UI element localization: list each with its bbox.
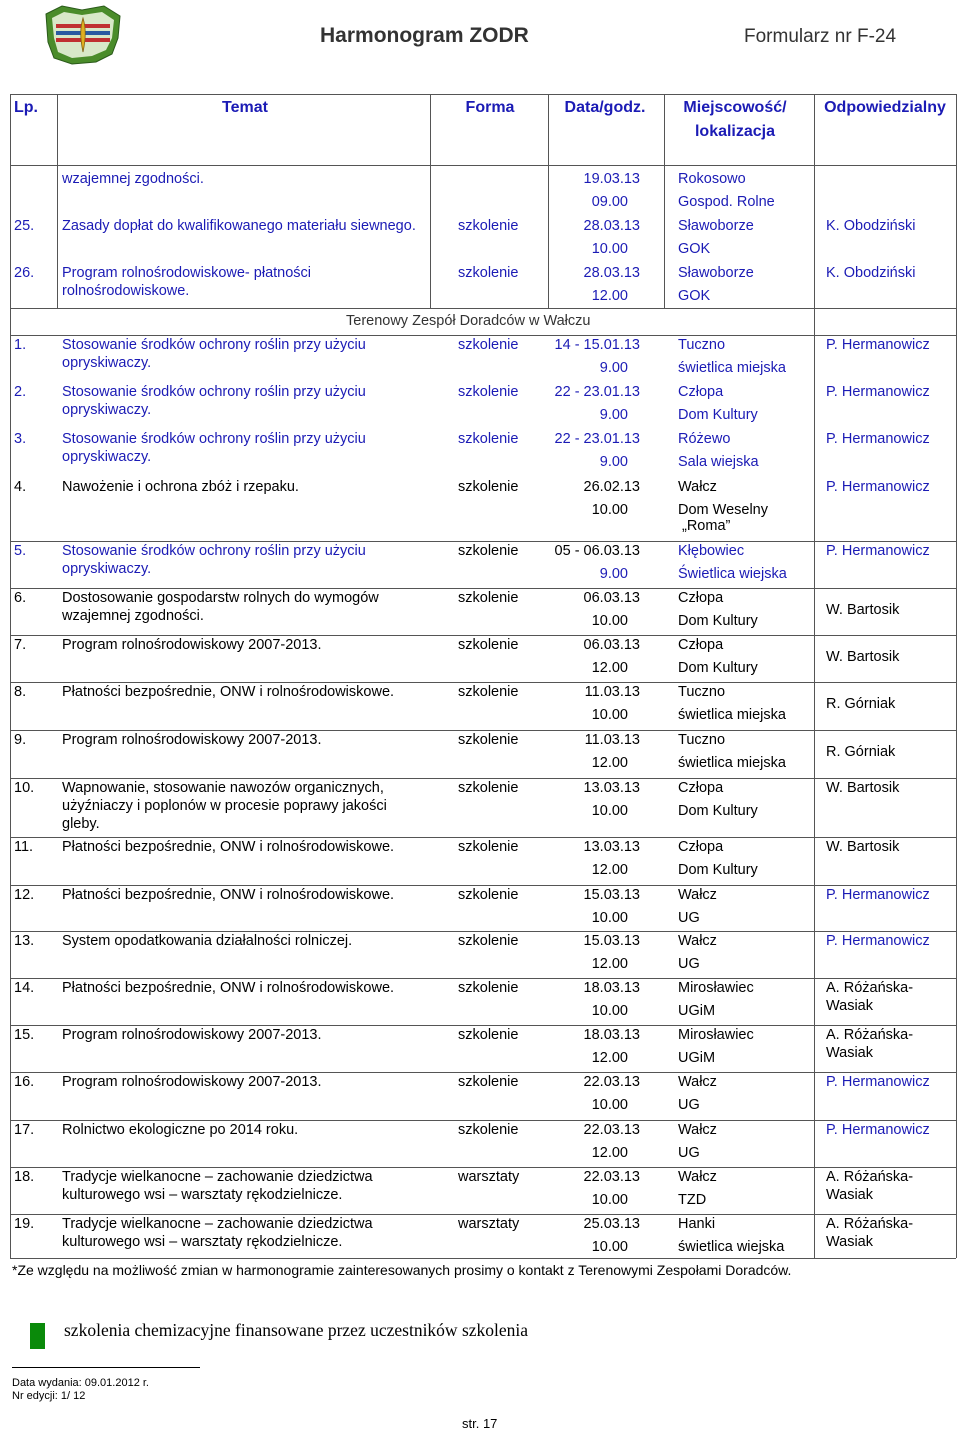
- row-topic: Stosowanie środków ochrony roślin przy użyciu opryskiwaczy.: [62, 384, 366, 418]
- row-number: 3.: [14, 431, 27, 447]
- row-date: 22.03.13: [583, 1169, 640, 1185]
- row-venue: Dom Weselny: [678, 502, 768, 518]
- row-venue: Dom Kultury: [678, 660, 758, 676]
- row-venue: GOK: [678, 241, 711, 257]
- row-topic: Stosowanie środków ochrony roślin przy użyciu opryskiwaczy.: [62, 431, 366, 465]
- row-location: Wałcz: [678, 933, 717, 949]
- row-date: 05 - 06.03.13: [554, 543, 640, 559]
- row-topic: Program rolnośrodowiskowy 2007-2013.: [62, 732, 322, 748]
- row-form: szkolenie: [458, 780, 519, 796]
- table-rule: [430, 94, 431, 166]
- row-number: 2.: [14, 384, 27, 400]
- row-date: 06.03.13: [583, 590, 640, 606]
- row-venue: Dom Kultury: [678, 862, 758, 878]
- row-responsible: P. Hermanowicz: [826, 933, 930, 949]
- odr-logo: [42, 4, 124, 66]
- row-location: Różewo: [678, 431, 731, 447]
- row-form: szkolenie: [458, 479, 519, 495]
- row-venue: Dom Kultury: [678, 407, 758, 423]
- row-form: szkolenie: [458, 337, 519, 353]
- row-venue-name: „Roma”: [682, 518, 731, 534]
- row-form: szkolenie: [458, 265, 519, 281]
- row-time: 9.00: [599, 407, 628, 423]
- row-responsible: W. Bartosik: [826, 602, 900, 618]
- row-date: 25.03.13: [583, 1216, 640, 1232]
- row-date: 28.03.13: [583, 218, 640, 234]
- column-header-data: Data/godz.: [564, 99, 646, 116]
- row-location: Wałcz: [678, 1074, 717, 1090]
- row-topic: Tradycje wielkanocne – zachowanie dziedzictwa kulturowego wsi – warsztaty rękodzielnicze.: [62, 1169, 373, 1203]
- row-location: Człopa: [678, 590, 724, 606]
- row-form: szkolenie: [458, 543, 519, 559]
- row-date: 22.03.13: [583, 1122, 640, 1138]
- row-venue: UG: [678, 956, 700, 972]
- row-form: szkolenie: [458, 1122, 519, 1138]
- row-responsible: A. Różańska-Wasiak: [826, 980, 914, 1014]
- row-topic: Płatności bezpośrednie, ONW i rolnośrodowiskowe.: [62, 887, 395, 903]
- row-number: 13.: [14, 933, 35, 949]
- row-location: Człopa: [678, 780, 724, 796]
- row-location: Kłębowiec: [678, 543, 745, 559]
- column-header-miejscowosc: Miejscowość/ lokalizacja: [683, 99, 787, 140]
- row-location: Tuczno: [678, 732, 726, 748]
- row-responsible: P. Hermanowicz: [826, 543, 930, 559]
- row-venue: UG: [678, 1145, 700, 1161]
- row-topic: Rolnictwo ekologiczne po 2014 roku.: [62, 1122, 299, 1138]
- document-title: Harmonogram ZODR: [320, 24, 529, 47]
- row-topic: System opodatkowania działalności rolniczej.: [62, 933, 353, 949]
- row-venue: TZD: [678, 1192, 707, 1208]
- row-topic: Płatności bezpośrednie, ONW i rolnośrodowiskowe.: [62, 839, 395, 855]
- row-topic: Płatności bezpośrednie, ONW i rolnośrodowiskowe.: [62, 980, 395, 996]
- row-venue: świetlica miejska: [678, 360, 786, 376]
- row-responsible: P. Hermanowicz: [826, 337, 930, 353]
- row-date: 28.03.13: [583, 265, 640, 281]
- row-date: 22 - 23.01.13: [554, 431, 640, 447]
- row-time: 12.00: [591, 956, 628, 972]
- row-number: 7.: [14, 637, 27, 653]
- row-number: 16.: [14, 1074, 35, 1090]
- row-responsible: K. Obodziński: [826, 218, 916, 234]
- row-venue: UG: [678, 910, 700, 926]
- row-venue: UG: [678, 1097, 700, 1113]
- row-responsible: R. Górniak: [826, 744, 896, 760]
- row-time: 10.00: [591, 910, 628, 926]
- row-date: 18.03.13: [583, 1027, 640, 1043]
- row-date: 13.03.13: [583, 839, 640, 855]
- row-form: szkolenie: [458, 590, 519, 606]
- row-location: Rokosowo: [678, 171, 746, 187]
- row-responsible: P. Hermanowicz: [826, 887, 930, 903]
- table-rule: [664, 94, 665, 166]
- row-time: 12.00: [591, 288, 628, 304]
- row-location: Sławoborze: [678, 218, 754, 234]
- row-form: szkolenie: [458, 384, 519, 400]
- row-form: szkolenie: [458, 887, 519, 903]
- row-date: 11.03.13: [584, 684, 640, 700]
- row-location: Wałcz: [678, 479, 717, 495]
- table-rule: [548, 94, 549, 166]
- table-rule: [956, 94, 957, 1258]
- row-date: 22.03.13: [583, 1074, 640, 1090]
- row-time: 10.00: [591, 613, 628, 629]
- row-location: Sławoborze: [678, 265, 754, 281]
- row-date: 18.03.13: [583, 980, 640, 996]
- row-topic: Stosowanie środków ochrony roślin przy użyciu opryskiwaczy.: [62, 543, 366, 577]
- row-number: 10.: [14, 780, 35, 796]
- edition-number: Nr edycji: 1/ 12: [12, 1390, 86, 1402]
- row-responsible: P. Hermanowicz: [826, 479, 930, 495]
- table-rule: [10, 1258, 956, 1259]
- row-time: 09.00: [591, 194, 628, 210]
- legend-swatch: [30, 1323, 45, 1349]
- row-location: Człopa: [678, 839, 724, 855]
- row-location: Tuczno: [678, 337, 726, 353]
- row-responsible: W. Bartosik: [826, 839, 900, 855]
- row-location: Tuczno: [678, 684, 726, 700]
- table-rule: [57, 94, 58, 166]
- table-rule: [814, 94, 815, 166]
- row-time: 12.00: [591, 862, 628, 878]
- row-location: Wałcz: [678, 1169, 717, 1185]
- row-number: 8.: [14, 684, 27, 700]
- row-location: Hanki: [678, 1216, 716, 1232]
- row-date: 26.02.13: [583, 479, 640, 495]
- row-form: szkolenie: [458, 839, 519, 855]
- row-location: Człopa: [678, 637, 724, 653]
- row-topic: Nawożenie i ochrona zbóż i rzepaku.: [62, 479, 299, 495]
- column-header-forma: Forma: [465, 99, 515, 116]
- row-location: Mirosławiec: [678, 1027, 754, 1043]
- table-rule: [10, 94, 11, 1258]
- row-topic: Program rolnośrodowiskowy 2007-2013.: [62, 637, 322, 653]
- row-form: szkolenie: [458, 684, 519, 700]
- row-location: Wałcz: [678, 887, 717, 903]
- row-venue: UGiM: [678, 1003, 716, 1019]
- row-number: 11.: [14, 839, 34, 855]
- row-topic: Dostosowanie gospodarstw rolnych do wymogów wzajemnej zgodności.: [62, 590, 379, 624]
- table-rule: [814, 165, 815, 308]
- footer-divider: [12, 1367, 200, 1368]
- table-rule: [10, 308, 956, 309]
- row-venue: świetlica miejska: [678, 707, 786, 723]
- footnote: *Ze względu na możliwość zmian w harmonogramie zainteresowanych prosimy o kontakt z Terenowymi Zespołami Doradców.: [12, 1262, 792, 1278]
- row-date: 14 - 15.01.13: [554, 337, 640, 353]
- row-venue: UGiM: [678, 1050, 716, 1066]
- row-time: 10.00: [591, 803, 628, 819]
- row-date: 13.03.13: [583, 780, 640, 796]
- row-time: 10.00: [591, 1239, 628, 1255]
- table-rule: [430, 165, 431, 308]
- row-venue: Sala wiejska: [678, 454, 759, 470]
- column-header-lp: Lp.: [14, 99, 38, 116]
- row-number: 5.: [14, 543, 27, 559]
- row-responsible: K. Obodziński: [826, 265, 916, 281]
- row-date: 11.03.13: [584, 732, 640, 748]
- row-venue: Dom Kultury: [678, 803, 758, 819]
- legend-text: szkolenia chemizacyjne finansowane przez uczestników szkolenia: [64, 1320, 529, 1340]
- row-topic: Program rolnośrodowiskowy 2007-2013.: [62, 1074, 322, 1090]
- row-venue: świetlica miejska: [678, 755, 786, 771]
- row-venue: świetlica wiejska: [678, 1239, 785, 1255]
- row-form: szkolenie: [458, 980, 519, 996]
- row-location: Mirosławiec: [678, 980, 754, 996]
- table-rule: [57, 165, 58, 308]
- row-form: szkolenie: [458, 732, 519, 748]
- row-form: szkolenie: [458, 637, 519, 653]
- row-venue: GOK: [678, 288, 711, 304]
- row-number: 17.: [14, 1122, 35, 1138]
- row-time: 9.00: [599, 566, 628, 582]
- row-time: 12.00: [591, 1145, 628, 1161]
- row-responsible: A. Różańska-Wasiak: [826, 1169, 914, 1203]
- row-topic: Tradycje wielkanocne – zachowanie dziedzictwa kulturowego wsi – warsztaty rękodzielnicze.: [62, 1216, 373, 1250]
- row-venue: Dom Kultury: [678, 613, 758, 629]
- row-number: 26.: [14, 265, 35, 281]
- row-number: 9.: [14, 732, 27, 748]
- row-date: 15.03.13: [583, 933, 640, 949]
- row-time: 10.00: [591, 1003, 628, 1019]
- row-topic: Stosowanie środków ochrony roślin przy użyciu opryskiwaczy.: [62, 337, 366, 371]
- row-time: 9.00: [599, 454, 628, 470]
- page-number: str. 17: [462, 1416, 498, 1431]
- row-number: 25.: [14, 218, 35, 234]
- row-time: 9.00: [599, 360, 628, 376]
- row-form: warsztaty: [458, 1216, 520, 1232]
- row-responsible: W. Bartosik: [826, 780, 900, 796]
- row-time: 10.00: [591, 502, 628, 518]
- row-number: 12.: [14, 887, 35, 903]
- row-time: 12.00: [591, 1050, 628, 1066]
- row-number: 14.: [14, 980, 35, 996]
- row-form: szkolenie: [458, 431, 519, 447]
- row-topic: Wapnowanie, stosowanie nawozów organicznych, użyźniaczy i poplonów w procesie poprawy jakości gleby.: [62, 780, 387, 832]
- row-form: warsztaty: [458, 1169, 520, 1185]
- row-venue: Świetlica wiejska: [678, 566, 787, 582]
- row-number: 15.: [14, 1027, 35, 1043]
- row-responsible: A. Różańska-Wasiak: [826, 1027, 914, 1061]
- column-header-odpowiedzialny: Odpowiedzialny: [824, 99, 946, 116]
- row-form: szkolenie: [458, 933, 519, 949]
- row-number: 19.: [14, 1216, 35, 1232]
- row-time: 10.00: [591, 707, 628, 723]
- row-date: 06.03.13: [583, 637, 640, 653]
- table-rule: [664, 165, 665, 308]
- row-date: 19.03.13: [583, 171, 640, 187]
- row-date: 22 - 23.01.13: [554, 384, 640, 400]
- row-topic: wzajemnej zgodności.: [62, 171, 204, 187]
- row-responsible: W. Bartosik: [826, 649, 900, 665]
- row-form: szkolenie: [458, 1074, 519, 1090]
- row-responsible: A. Różańska-Wasiak: [826, 1216, 914, 1250]
- column-header-temat: Temat: [222, 99, 268, 116]
- row-time: 12.00: [591, 660, 628, 676]
- issue-date: Data wydania: 09.01.2012 r.: [12, 1377, 149, 1389]
- row-time: 10.00: [591, 1192, 628, 1208]
- row-location: Człopa: [678, 384, 724, 400]
- row-date: 15.03.13: [583, 887, 640, 903]
- row-topic: Zasady dopłat do kwalifikowanego materiału siewnego.: [62, 218, 416, 234]
- row-form: szkolenie: [458, 218, 519, 234]
- row-responsible: P. Hermanowicz: [826, 1122, 930, 1138]
- row-topic: Płatności bezpośrednie, ONW i rolnośrodowiskowe.: [62, 684, 395, 700]
- row-number: 1.: [14, 337, 27, 353]
- row-number: 18.: [14, 1169, 35, 1185]
- row-location: Wałcz: [678, 1122, 717, 1138]
- row-responsible: P. Hermanowicz: [826, 431, 930, 447]
- row-responsible: P. Hermanowicz: [826, 1074, 930, 1090]
- section-title: Terenowy Zespół Doradców w Wałczu: [346, 313, 591, 329]
- row-topic: Program rolnośrodowiskowe- płatności rolnośrodowiskowe.: [62, 265, 312, 299]
- row-topic: Program rolnośrodowiskowy 2007-2013.: [62, 1027, 322, 1043]
- table-rule: [814, 308, 815, 1258]
- form-number: Formularz nr F-24: [744, 26, 897, 47]
- row-number: 4.: [14, 479, 27, 495]
- row-time: 12.00: [591, 755, 628, 771]
- row-number: 6.: [14, 590, 27, 606]
- row-venue: Gospod. Rolne: [678, 194, 775, 210]
- row-time: 10.00: [591, 241, 628, 257]
- row-responsible: P. Hermanowicz: [826, 384, 930, 400]
- row-form: szkolenie: [458, 1027, 519, 1043]
- row-time: 10.00: [591, 1097, 628, 1113]
- row-responsible: R. Górniak: [826, 696, 896, 712]
